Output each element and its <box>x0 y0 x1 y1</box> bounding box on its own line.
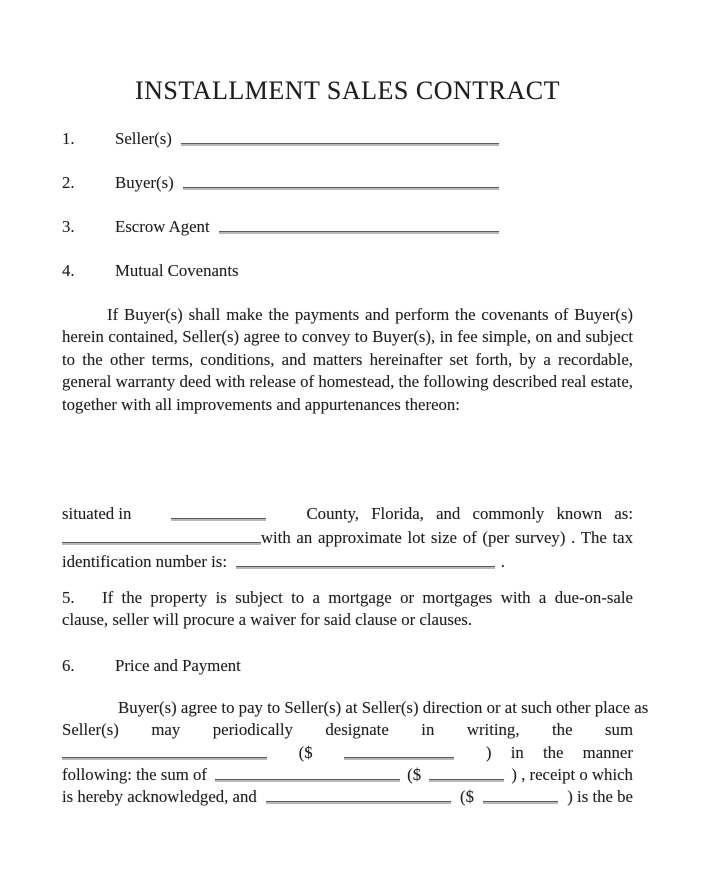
mortgage-clause-paragraph <box>62 587 633 632</box>
payment-line-1: Buyer(s) agree to pay to Seller(s) at Seller(s) direction or at such other place as <box>118 697 649 717</box>
mutual-covenants-label: Mutual Covenants <box>115 261 239 280</box>
item-number-6: 6. <box>62 655 75 675</box>
county-florida-text: County, Florida, and commonly known as: <box>306 504 633 524</box>
tax-id-blank-line <box>236 552 495 567</box>
tax-id-period: . <box>500 552 505 572</box>
payment-line-2: Seller(s) may periodically designate in writing, the sum <box>62 720 633 740</box>
payment-line-3 <box>62 742 633 764</box>
receipt-text: ) , receipt o which <box>511 765 633 785</box>
sellers-field-row <box>62 128 633 150</box>
balance-words-blank-line <box>266 787 451 802</box>
county-blank-line <box>171 504 266 519</box>
mutual-covenants-row <box>62 260 633 282</box>
situated-in-text: situated in <box>62 504 132 524</box>
escrow-agent-label: Escrow Agent <box>115 217 210 236</box>
dollar-paren-open-2: ($ <box>407 765 422 785</box>
buyers-field-row <box>62 172 633 194</box>
buyers-blank-line <box>183 173 499 188</box>
situated-line-3 <box>62 550 633 574</box>
item-number-3: 3. <box>62 217 75 236</box>
property-location-block <box>62 502 633 574</box>
document-title: INSTALLMENT SALES CONTRACT <box>134 76 560 105</box>
lot-size-text: with an approximate lot size of (per survey) . The tax <box>260 528 633 548</box>
item-number-4: 4. <box>62 261 75 280</box>
covenants-paragraph: If Buyer(s) shall make the payments and perform the covenants of Buyer(s) herein contained, Seller(s) agree to convey to Buyer(s), in fee simple, on and subject to the other terms, conditions, and matters hereinafter set forth, by a recordable, general warranty deed with release of homestead, the following described real estate, together with all improvements and appurtenances thereon: <box>62 305 633 414</box>
deposit-words-blank-line <box>215 765 400 780</box>
buyers-label: Buyer(s) <box>115 173 174 192</box>
sellers-label: Seller(s) <box>115 129 172 148</box>
is-the-be-text: ) is the be <box>567 787 633 807</box>
known-as-blank-line <box>62 528 261 543</box>
sellers-blank-line <box>181 129 499 144</box>
payment-line-5 <box>62 786 633 808</box>
tax-id-label: identification number is: <box>62 552 227 572</box>
following-sum-label: following: the sum of <box>62 765 207 785</box>
in-the-manner-text: ) in the manner <box>485 742 633 762</box>
sum-words-blank-line <box>62 743 267 758</box>
item-number-5: 5. <box>62 588 75 608</box>
mortgage-clause-text: If the property is subject to a mortgage or mortgages with a due-on-sale clause, seller will procure a waiver for said clause or clauses. <box>62 588 633 630</box>
situated-line-2 <box>62 526 633 550</box>
balance-amount-blank-line <box>483 787 558 802</box>
item-number-2: 2. <box>62 173 75 192</box>
dollar-paren-open-3: ($ <box>460 787 475 807</box>
price-and-payment-label: Price and Payment <box>115 655 241 675</box>
dollar-paren-open-1: ($ <box>298 742 313 762</box>
payment-line-4 <box>62 764 633 786</box>
escrow-agent-field-row <box>62 216 633 238</box>
sum-amount-blank-line <box>344 743 454 758</box>
item-number-1: 1. <box>62 129 75 148</box>
escrow-agent-blank-line <box>219 217 499 232</box>
deposit-amount-blank-line <box>429 765 504 780</box>
payment-terms-block <box>62 697 649 809</box>
acknowledged-label: is hereby acknowledged, and <box>62 787 257 807</box>
price-and-payment-row <box>62 655 633 677</box>
situated-line-1 <box>62 502 633 526</box>
